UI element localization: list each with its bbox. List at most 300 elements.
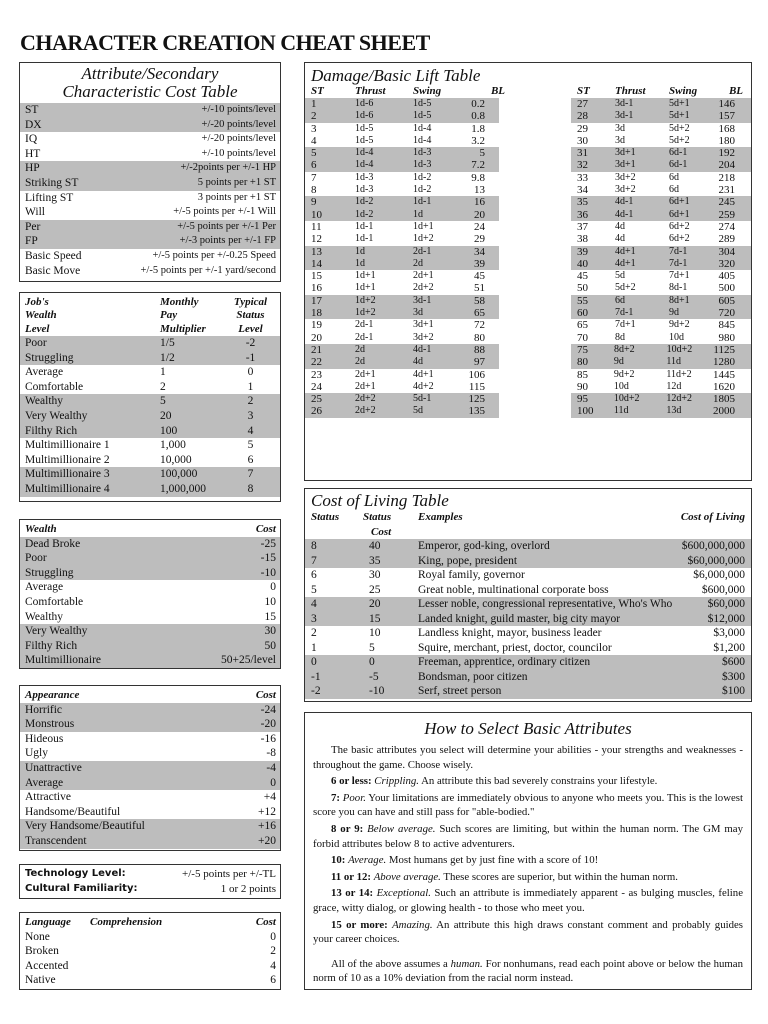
damage-thrust: 1d+2: [355, 307, 376, 319]
damage-thrust: 2d+1: [355, 368, 376, 380]
damage-row: [571, 159, 751, 171]
appearance-row-name: Ugly: [25, 747, 48, 760]
damage-bl: 1280: [713, 356, 735, 369]
appearance-row-name: Hideous: [25, 732, 64, 745]
damage-row: [571, 147, 751, 159]
damage-thrust: 1d-1: [355, 220, 374, 232]
damage-thrust: 3d+2: [615, 171, 636, 183]
appearance-row-name: Average: [25, 776, 64, 789]
attribute-row: [20, 191, 280, 206]
job-row: [20, 467, 280, 482]
damage-row: [305, 393, 499, 405]
damage-st: 32: [577, 159, 588, 172]
col-status-cost: -5: [369, 670, 379, 683]
appearance-row-name: Monstrous: [25, 718, 75, 731]
damage-thrust: 2d-1: [355, 331, 374, 343]
damage-st: 9: [311, 196, 317, 209]
damage-row: [571, 356, 751, 368]
col-examples: Landed knight, guild master, big city mayor: [418, 612, 621, 625]
damage-thrust: 1d+2: [355, 294, 376, 306]
damage-st: 10: [311, 208, 322, 221]
damage-swing: 1d+2: [413, 233, 434, 245]
job-status: 0: [247, 366, 254, 379]
damage-st: 75: [577, 343, 588, 356]
language-row-cost: 0: [270, 930, 276, 943]
damage-thrust: 2d-1: [355, 319, 374, 331]
damage-swing: 5d+2: [669, 122, 690, 134]
appearance-row-cost: -20: [260, 718, 276, 731]
damage-bl: 304: [718, 245, 735, 258]
col-status: 3: [311, 612, 317, 625]
appearance-row-name: Very Handsome/Beautiful: [25, 820, 145, 833]
damage-row: [571, 233, 751, 245]
col-row: [305, 670, 751, 685]
job-level: Comfortable: [25, 380, 84, 393]
tech-level-label: Technology Level:: [25, 868, 126, 879]
howto-item-text: Most humans get by just fine with a score of 10!: [386, 854, 599, 867]
damage-swing: 7d+1: [669, 270, 690, 282]
col-header-examples: Examples: [418, 511, 463, 523]
col-examples: Royal family, governor: [418, 569, 525, 581]
damage-bl: 204: [718, 159, 735, 172]
damage-st: 38: [577, 233, 588, 246]
col-header-status: Status: [311, 511, 340, 523]
wealth-row: [20, 551, 280, 566]
howto-item-lead: 7:: [331, 791, 340, 804]
attribute-row: [20, 234, 280, 249]
col-cost-of-living: $6,000,000: [693, 569, 745, 581]
col-row: [305, 583, 751, 598]
wealth-row-name: Multimillionaire: [25, 654, 102, 667]
col-status: 5: [311, 583, 317, 596]
col-status-cost: 15: [369, 612, 381, 625]
damage-thrust: 3d: [615, 134, 625, 146]
damage-st: 4: [311, 134, 317, 147]
appearance-header: [20, 688, 280, 703]
damage-row: [571, 369, 751, 381]
attribute-row: [20, 147, 280, 162]
damage-row: [305, 159, 499, 171]
damage-thrust: 1d-3: [355, 171, 374, 183]
damage-row: [571, 221, 751, 233]
col-header: [305, 510, 751, 539]
col-row: [305, 554, 751, 569]
how-to-select-attributes: [304, 712, 752, 990]
col-status-cost: 25: [369, 583, 381, 596]
damage-bl: 135: [468, 405, 485, 418]
job-header-text: Wealth: [25, 309, 57, 321]
col-examples: King, pope, president: [418, 554, 518, 567]
job-level: Very Wealthy: [25, 409, 88, 422]
damage-st: 45: [577, 270, 588, 283]
damage-bl: 218: [718, 171, 735, 184]
col-cost-of-living: $600,000: [701, 583, 745, 596]
damage-thrust: 2d: [355, 356, 365, 368]
col-row: [305, 568, 751, 583]
damage-thrust: 1d: [355, 245, 365, 257]
col-examples: Bondsman, poor citizen: [418, 670, 528, 683]
damage-swing: 9d: [669, 307, 679, 319]
job-level: Wealthy: [25, 395, 64, 408]
wealth-row-name: Wealthy: [25, 610, 64, 623]
job-header-row-2: [20, 309, 280, 322]
cultural-familiarity-row: [20, 882, 280, 897]
dmg-header-swing: Swing: [669, 85, 698, 97]
attribute-row: [20, 176, 280, 191]
job-status: 5: [247, 439, 254, 452]
damage-thrust: 3d+2: [615, 184, 636, 196]
appearance-row: [20, 819, 280, 834]
col-examples: Squire, merchant, priest, doctor, councilor: [418, 641, 612, 654]
col-status: 8: [311, 540, 317, 552]
appearance-row: [20, 790, 280, 805]
damage-swing: 6d+2: [669, 233, 690, 245]
col-examples: Emperor, god-king, overlord: [418, 540, 550, 552]
damage-row: [571, 332, 751, 344]
attribute-cost: +/-5 points per +/-0.25 Speed: [152, 249, 276, 261]
attribute-name: IQ: [25, 133, 38, 146]
damage-st: 50: [577, 282, 588, 295]
job-row: [20, 365, 280, 380]
damage-st: 31: [577, 147, 588, 160]
howto-intro: The basic attributes you select will determine your abilities - your strengths and weaknesses - throughout the game. Choose wisely.: [313, 744, 743, 771]
damage-st: 20: [311, 331, 322, 344]
damage-thrust: 8d+2: [614, 343, 635, 355]
job-rows: [20, 336, 280, 497]
damage-thrust: 4d: [615, 220, 625, 232]
job-status: 1: [247, 380, 254, 393]
attribute-row: [20, 220, 280, 235]
damage-bl: 16: [474, 196, 485, 209]
job-multiplier: 20: [160, 409, 172, 422]
damage-row: [305, 319, 499, 331]
attribute-cost: +/-20 points/level: [201, 133, 276, 145]
damage-thrust: 1d-2: [355, 196, 374, 208]
damage-thrust: 1d-4: [355, 159, 374, 171]
damage-row: [571, 393, 751, 405]
damage-swing: 4d+1: [413, 368, 434, 380]
howto-title: How to Select Basic Attributes: [424, 719, 632, 738]
damage-row: [571, 282, 751, 294]
damage-row: [305, 369, 499, 381]
damage-st: 27: [577, 98, 588, 110]
col-header-cost-of-living: Cost of Living: [680, 511, 745, 523]
appearance-row-cost: +4: [263, 791, 276, 804]
damage-swing: 6d+2: [669, 220, 690, 232]
col-status-cost: 35: [369, 554, 381, 567]
howto-item-tag: Exceptional.: [376, 887, 431, 900]
damage-st: 3: [311, 122, 317, 135]
damage-st: 90: [577, 380, 588, 393]
damage-bl: 1125: [713, 343, 735, 356]
wealth-row: [20, 624, 280, 639]
damage-row: [571, 319, 751, 331]
language-header-lang: Language: [25, 916, 71, 928]
col-rows: [305, 539, 751, 699]
language-rows: [20, 930, 280, 988]
job-row: [20, 336, 280, 351]
damage-row: [305, 332, 499, 344]
damage-row: [305, 98, 499, 110]
appearance-row: [20, 717, 280, 732]
appearance-row-cost: +16: [258, 820, 276, 833]
col-status-cost: -10: [369, 685, 385, 697]
col-header-status-cost-2: Cost: [371, 525, 392, 538]
howto-item-tag: Poor.: [342, 791, 366, 804]
job-status: 6: [247, 453, 254, 466]
language-table: [19, 912, 281, 990]
damage-swing: 7d-1: [669, 257, 688, 269]
attribute-row: [20, 205, 280, 220]
wealth-row-name: Poor: [25, 552, 47, 565]
damage-st: 34: [577, 184, 588, 197]
dmg-header-st: ST: [311, 85, 324, 97]
job-status: 4: [247, 424, 254, 437]
damage-thrust: 9d+2: [613, 368, 635, 380]
damage-swing: 4d+2: [413, 380, 434, 392]
howto-item-lead: 6 or less:: [331, 775, 372, 788]
damage-swing: 6d: [669, 171, 679, 183]
damage-row: [571, 405, 751, 417]
damage-row: [571, 344, 751, 356]
damage-row: [305, 184, 499, 196]
appearance-table: [19, 685, 281, 851]
damage-bl: 1620: [713, 380, 735, 393]
language-header-cost: Cost: [255, 916, 276, 928]
wealth-rows: [20, 537, 280, 668]
appearance-row: [20, 746, 280, 761]
damage-st: 13: [311, 245, 322, 258]
appearance-row-name: Horrific: [25, 703, 63, 716]
howto-item: [313, 886, 743, 915]
attribute-cost: +/-3 points per +/-1 FP: [179, 235, 276, 247]
damage-thrust: 3d-1: [615, 98, 634, 109]
dmg-header-st: ST: [577, 85, 590, 97]
damage-swing: 1d: [413, 208, 423, 220]
cultural-familiarity-cost: 1 or 2 points: [220, 882, 276, 895]
damage-swing: 7d-1: [669, 245, 688, 257]
language-header-comp: Comprehension: [90, 916, 163, 928]
damage-st: 36: [577, 208, 588, 221]
job-header-level: Job's: [25, 296, 49, 308]
damage-swing: 12d: [666, 380, 682, 392]
col-status: 2: [311, 627, 317, 639]
damage-thrust: 4d-1: [615, 208, 634, 220]
wealth-row-name: Filthy Rich: [25, 639, 78, 652]
damage-st: 19: [311, 319, 322, 332]
damage-thrust: 6d: [615, 294, 625, 306]
job-wealth-table: [19, 292, 281, 502]
damage-thrust: 1d: [355, 257, 365, 269]
col-status: -1: [311, 670, 321, 683]
damage-thrust: 4d: [615, 233, 625, 245]
damage-bl: 45: [474, 270, 485, 283]
damage-swing: 8d-1: [669, 282, 688, 294]
wealth-row-name: Dead Broke: [25, 537, 81, 550]
damage-row: [305, 381, 499, 393]
job-header-pay: Monthly: [160, 296, 199, 308]
damage-swing: 1d-5: [413, 98, 432, 109]
damage-row: [571, 270, 751, 282]
damage-bl: 29: [474, 233, 485, 246]
col-status-cost: 10: [369, 627, 381, 639]
damage-st: 17: [311, 294, 322, 307]
damage-thrust: 1d+1: [355, 270, 376, 282]
damage-row: [571, 135, 751, 147]
language-row: [20, 959, 280, 974]
howto-item: [313, 774, 743, 789]
damage-thrust: 3d-1: [615, 110, 634, 122]
damage-thrust: 2d: [355, 343, 365, 355]
damage-bl: 245: [718, 196, 735, 209]
attribute-row: [20, 264, 280, 279]
howto-items: [313, 774, 743, 947]
damage-bl: 259: [718, 208, 735, 221]
wealth-row-name: Comfortable: [25, 595, 84, 608]
job-level: Multimillionaire 4: [25, 482, 110, 495]
job-multiplier: 100,000: [160, 468, 198, 481]
col-cost-of-living: $600,000,000: [681, 540, 745, 552]
damage-bl: 58: [474, 294, 485, 307]
damage-st: 6: [311, 159, 317, 172]
damage-thrust: 7d-1: [615, 307, 634, 319]
col-row: [305, 641, 751, 656]
damage-st: 60: [577, 307, 588, 320]
damage-st: 28: [577, 110, 588, 123]
damage-thrust: 7d+1: [615, 319, 636, 331]
damage-st: 70: [577, 331, 588, 344]
damage-swing: 4d-1: [413, 343, 432, 355]
howto-item-tag: Below average.: [367, 822, 436, 835]
damage-st: 95: [577, 393, 588, 406]
damage-swing: 2d+2: [413, 282, 434, 294]
wealth-row-name: Average: [25, 581, 64, 594]
attribute-row: [20, 103, 280, 118]
language-row-cost: 6: [270, 974, 276, 987]
damage-bl: 1.8: [471, 122, 485, 135]
damage-st: 5: [311, 147, 317, 160]
language-row-name: None: [25, 930, 50, 943]
attribute-row: [20, 118, 280, 133]
damage-st: 1: [311, 98, 317, 110]
howto-item-lead: 11 or 12:: [331, 870, 371, 883]
attribute-name: Basic Move: [25, 264, 81, 277]
damage-row: [305, 209, 499, 221]
damage-bl: 0.2: [471, 98, 485, 110]
appearance-row-cost: +12: [258, 805, 276, 818]
attribute-row: [20, 249, 280, 264]
damage-row: [305, 110, 499, 122]
damage-bl: 2000: [713, 405, 735, 418]
damage-row: [305, 172, 499, 184]
damage-row: [305, 270, 499, 282]
damage-swing: 10d+2: [666, 343, 693, 355]
wealth-row: [20, 537, 280, 552]
attribute-cost: 5 points per +1 ST: [197, 176, 276, 188]
damage-bl: 289: [718, 233, 735, 246]
job-header-text: Multiplier: [160, 323, 206, 335]
job-multiplier: 5: [160, 395, 166, 408]
damage-row: [305, 405, 499, 417]
job-multiplier: 1: [160, 366, 166, 379]
appearance-row-cost: -8: [266, 747, 276, 760]
howto-item-text: These scores are superior, but within the human norm.: [440, 870, 679, 883]
appearance-row: [20, 732, 280, 747]
damage-row: [571, 258, 751, 270]
damage-row: [305, 307, 499, 319]
howto-item-text: An attribute this bad severely constrains your lifestyle.: [419, 775, 658, 788]
tech-level-row: [20, 867, 280, 882]
damage-bl: 0.8: [471, 110, 485, 123]
damage-row: [305, 295, 499, 307]
damage-row: [305, 258, 499, 270]
job-multiplier: 100: [160, 424, 178, 437]
howto-item-lead: 13 or 14:: [331, 887, 374, 900]
damage-row: [571, 381, 751, 393]
job-status: -2: [245, 337, 256, 349]
attribute-cost: 3 points per +1 ST: [197, 191, 276, 203]
job-header-row-1: [20, 296, 280, 309]
howto-item-lead: 8 or 9:: [331, 822, 364, 835]
job-header-text: Level: [238, 323, 263, 335]
damage-row: [305, 356, 499, 368]
job-status: 8: [247, 482, 254, 495]
job-level: Multimillionaire 2: [25, 453, 110, 466]
damage-row: [305, 123, 499, 135]
job-row: [20, 351, 280, 366]
howto-item-text: Such an attribute is immediately apparent - as bulging muscles, feline grace, witty dialog, or glowing health - to those who meet you.: [313, 887, 743, 914]
damage-st: 85: [577, 368, 588, 381]
col-status-cost: 0: [369, 656, 375, 668]
damage-swing: 9d+2: [669, 319, 690, 331]
damage-thrust: 4d+1: [615, 257, 636, 269]
attribute-cost: +/-5 points per +/-1 Will: [173, 206, 276, 218]
attribute-table-title-1: Attribute/Secondary: [81, 64, 219, 83]
damage-swing: 2d: [413, 257, 423, 269]
job-row: [20, 409, 280, 424]
col-cost-of-living: $1,200: [713, 641, 745, 654]
attribute-name: Per: [25, 220, 41, 233]
job-status: 2: [247, 395, 254, 408]
damage-st: 55: [577, 294, 588, 307]
appearance-row-cost: -24: [260, 703, 276, 716]
damage-swing: 12d+2: [666, 393, 693, 405]
damage-st: 33: [577, 171, 588, 184]
col-row: [305, 612, 751, 627]
appearance-row-name: Unattractive: [25, 761, 82, 774]
damage-thrust: 2d+2: [355, 393, 376, 405]
damage-swing: 11d: [666, 356, 682, 368]
attribute-name: Basic Speed: [25, 249, 82, 262]
damage-bl: 9.8: [471, 171, 485, 184]
damage-bl: 157: [718, 110, 735, 123]
appearance-row: [20, 761, 280, 776]
wealth-row-cost: 50+25/level: [220, 654, 276, 667]
dmg-header-thrust: Thrust: [355, 85, 386, 97]
attribute-table-title-2: Characteristic Cost Table: [62, 82, 238, 101]
damage-swing: 1d-3: [413, 147, 432, 159]
howto-item-text: Such scores are limiting, but within the human norm. The GM may forbid attributes below 8 to active adventurers.: [313, 822, 743, 850]
howto-item-tag: Average.: [348, 854, 387, 867]
col-status: 6: [311, 569, 317, 581]
damage-swing: 1d-2: [413, 184, 432, 196]
damage-thrust: 1d-2: [355, 208, 374, 220]
col-examples: Serf, street person: [418, 685, 502, 697]
howto-item-lead: 10:: [331, 854, 346, 867]
howto-outro-a: All of the above assumes a: [331, 957, 451, 970]
dmg-header-bl: BL: [490, 85, 505, 97]
damage-bl: 845: [718, 319, 735, 332]
